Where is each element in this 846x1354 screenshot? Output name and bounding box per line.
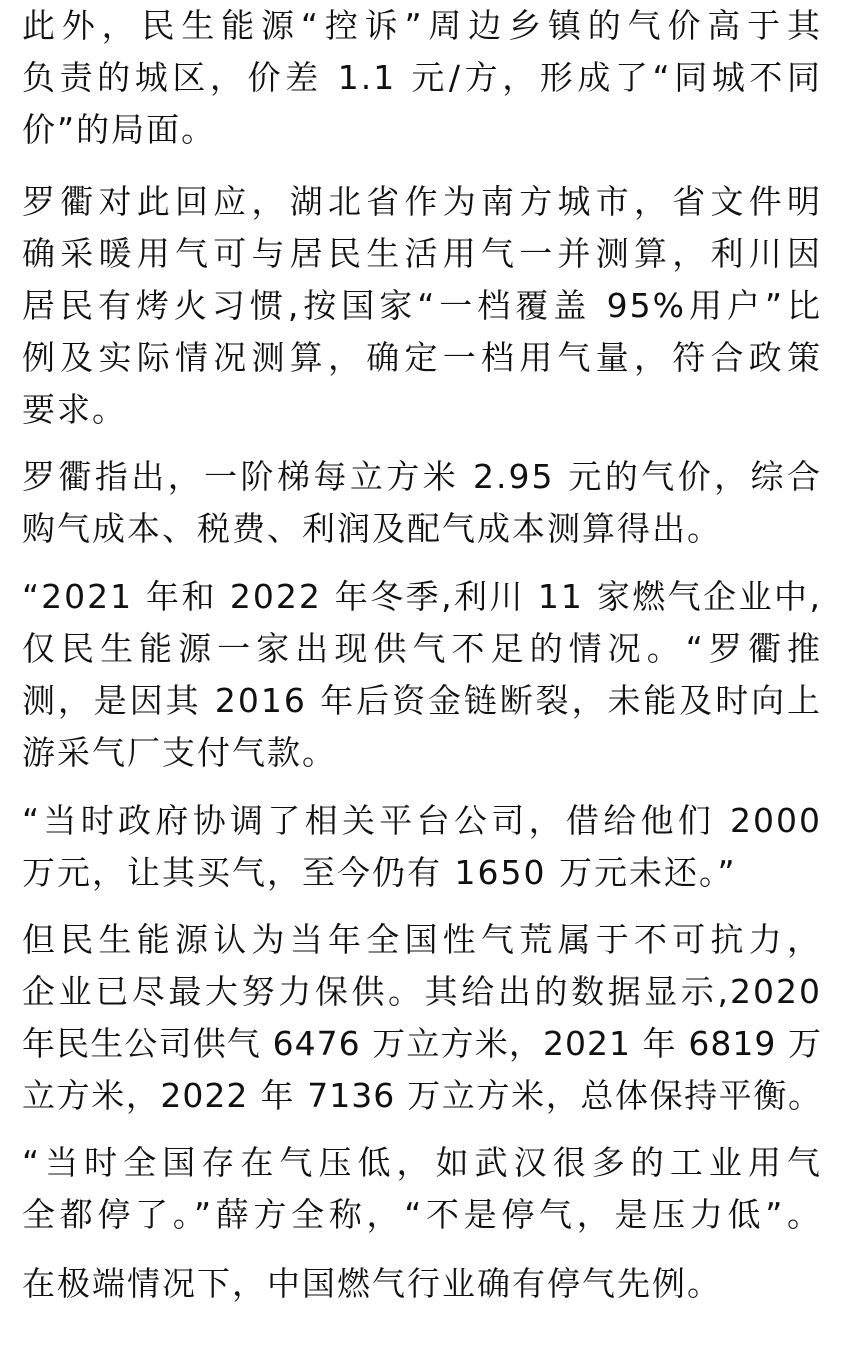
text-line: 购气成本、税费、利润及配气成本测算得出。 <box>22 509 722 548</box>
text-line: 在极端情况下，中国燃气行业确有停气先例。 <box>22 1264 722 1303</box>
paragraph-4 <box>22 571 822 779</box>
text-line: 罗衢指出，一阶梯每立方米 2.95 元的气价，综合 <box>22 457 822 496</box>
paragraph-8 <box>22 1258 822 1310</box>
paragraph-3 <box>22 451 822 555</box>
text-line: 价”的局面。 <box>22 110 217 149</box>
text-line: 此外，民生能源“控诉”周边乡镇的气价高于其 <box>22 6 822 45</box>
text-line: 例及实际情况测算，确定一档用气量，符合政策 <box>22 338 822 377</box>
text-line: 立方米，2022 年 7136 万立方米，总体保持平衡。 <box>22 1076 822 1115</box>
text-line: 全都停了。”薛方全称，“不是停气，是压力低”。 <box>22 1195 822 1234</box>
text-line: “2021 年和 2022 年冬季,利川 11 家燃气企业中, <box>22 577 822 616</box>
paragraph-1 <box>22 0 822 156</box>
text-line: 罗衢对此回应，湖北省作为南方城市，省文件明 <box>22 182 822 221</box>
text-line: 要求。 <box>22 390 127 429</box>
text-line: 但民生能源认为当年全国性气荒属于不可抗力， <box>22 920 822 959</box>
text-line: 确采暖用气可与居民生活用气一并测算，利川因 <box>22 234 822 273</box>
text-line: 万元，让其买气，至今仍有 1650 万元未还。” <box>22 853 737 892</box>
text-line: 负责的城区，价差 1.1 元/方，形成了“同城不同 <box>22 58 822 97</box>
paragraph-7 <box>22 1137 822 1241</box>
paragraph-6 <box>22 914 822 1122</box>
text-line: 仅民生能源一家出现供气不足的情况。“罗衢推 <box>22 629 822 668</box>
text-line: 游采气厂支付气款。 <box>22 733 337 772</box>
paragraph-2 <box>22 176 822 436</box>
text-line: 年民生公司供气 6476 万立方米，2021 年 6819 万 <box>22 1024 822 1063</box>
text-line: 居民有烤火习惯,按国家“一档覆盖 95%用户”比 <box>22 286 822 325</box>
text-line: “当时政府协调了相关平台公司，借给他们 2000 <box>22 801 822 840</box>
paragraph-5 <box>22 795 822 899</box>
text-line: “当时全国存在气压低，如武汉很多的工业用气 <box>22 1143 822 1182</box>
text-line: 企业已尽最大努力保供。其给出的数据显示,2020 <box>22 972 822 1011</box>
text-line: 测，是因其 2016 年后资金链断裂，未能及时向上 <box>22 681 822 720</box>
